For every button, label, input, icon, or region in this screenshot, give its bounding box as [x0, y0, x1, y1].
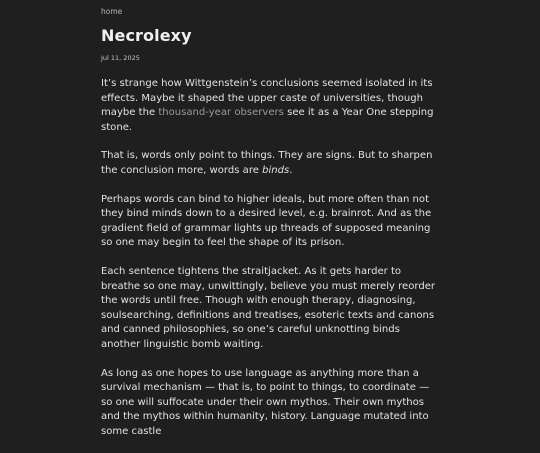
home-link[interactable]: home: [101, 7, 123, 16]
paragraph-2-text-before: That is, words only point to things. They are signs. But to sharpen the conclusion more, words are: [101, 150, 433, 176]
thousand-year-observers-link[interactable]: thousand-year observers: [158, 107, 284, 119]
paragraph-2-text-after: .: [289, 164, 293, 176]
post-date: Jul 11, 2025: [101, 54, 140, 62]
emphasis-binds: binds: [262, 164, 290, 176]
paragraph-2: [101, 149, 441, 178]
paragraph-5: As long as one hopes to use language as anything more than a survival mechanism — that is, to point to things, to coordinate — so one will suffocate under their own mythos. Their own mythos and the mythos within humanity, history. Language mutated into some castle: [101, 367, 430, 437]
page-title: Necrolexy: [101, 26, 192, 45]
paragraph-1-text-before: It’s strange how Wittgenstein’s conclusions seemed isolated in its effects. Maybe it shaped the upper caste of universities, though maybe the: [101, 78, 433, 119]
post-body: [101, 77, 441, 453]
paragraph-3: Perhaps words can bind to higher ideals, but more often than not they bind minds down to a desired level, e.g. brainrot. And as the gradient field of grammar lights up threads of supposed meaning so one may begin to feel the shape of its prison.: [101, 193, 432, 249]
paragraph-4: Each sentence tightens the straitjacket. As it gets harder to breathe so one may, unwittingly, believe you must merely reorder the words until free. Though with enough therapy, diagnosing, soulsearching, definitions and treatises, esoteric texts and canons and canned philosophies, so one’s careful unknotting binds another linguistic bomb waiting.: [101, 265, 436, 350]
paragraph-1: [101, 77, 441, 135]
paragraph-1-text-after: see it as a Year One stepping stone.: [101, 107, 434, 133]
